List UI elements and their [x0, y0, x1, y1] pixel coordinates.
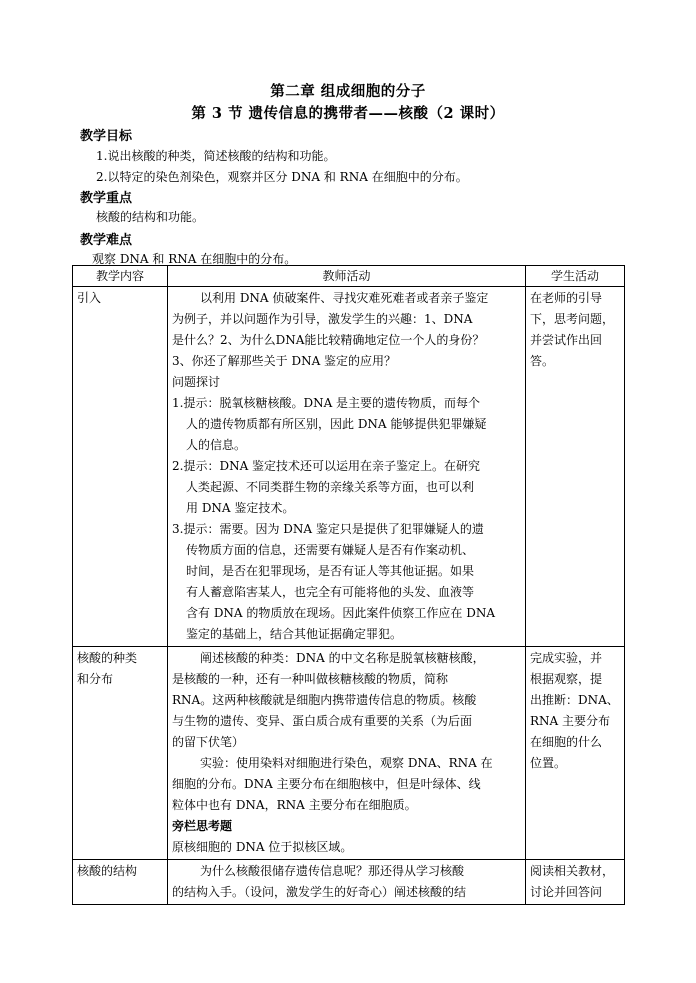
teacher-line: 2.提示：DNA 鉴定技术还可以运用在亲子鉴定上。在研究 [172, 459, 481, 473]
table-header-row [73, 266, 625, 287]
chapter-title: 第二章 组成细胞的分子 [270, 83, 426, 100]
teacher-line: 问题探讨 [172, 375, 221, 389]
objective-item-2: 2.以特定的染色剂染色，观察并区分 DNA 和 RNA 在细胞中的分布。 [96, 170, 468, 184]
student-line: 在老师的引导 [530, 291, 603, 305]
content-label: 核酸的结构 [77, 864, 138, 878]
difficulties-text: 观察 DNA 和 RNA 在细胞中的分布。 [92, 252, 297, 266]
content-label: 和分布 [77, 672, 114, 686]
teacher-line: 人类起源、不同类群生物的亲缘关系等方面，也可以利 [186, 480, 475, 494]
row-content [73, 647, 168, 860]
difficulties-heading: 教学难点 [80, 233, 133, 248]
row-teacher [168, 860, 526, 905]
teacher-line: 的留下伏笔） [172, 735, 245, 749]
teacher-line: 含有 DNA 的物质放在现场。因此案件侦察工作应在 DNA [186, 606, 496, 620]
student-line: 在细胞的什么 [530, 735, 603, 749]
student-line: RNA 主要分布 [530, 714, 611, 728]
teacher-line: 人的信息。 [186, 438, 247, 452]
teacher-line: 细胞的分布。DNA 主要分布在细胞核中，但是叶绿体、线 [172, 777, 481, 791]
teacher-line: 为什么核酸很储存遗传信息呢？那还得从学习核酸 [200, 864, 465, 878]
row-student [526, 860, 625, 905]
teacher-line: 3.提示：需要。因为 DNA 鉴定只是提供了犯罪嫌疑人的遗 [172, 522, 484, 536]
table-row [73, 860, 625, 905]
student-line: 阅读相关教材， [530, 864, 615, 878]
teacher-line: 鉴定的基础上，结合其他证据确定罪犯。 [186, 627, 403, 641]
content-label: 引入 [77, 291, 102, 305]
teacher-line: 的结构入手。（设问，激发学生的好奇心）阐述核酸的结 [172, 885, 467, 899]
teacher-line: 有人蓄意陷害某人，也完全有可能将他的头发、血液等 [186, 585, 475, 599]
row-student [526, 647, 625, 860]
teacher-line: 3、你还了解那些关于 DNA 鉴定的应用？ [172, 354, 397, 368]
student-line: 答。 [530, 354, 555, 368]
row-student [526, 287, 625, 647]
teacher-line: 是核酸的一种，还有一种叫做核糖核酸的物质，简称 [172, 672, 449, 686]
teacher-line: 原核细胞的 DNA 位于拟核区域。 [172, 840, 353, 854]
section-title: 第 3 节 遗传信息的携带者——核酸（2 课时） [191, 105, 505, 122]
header-content: 教学内容 [73, 266, 168, 287]
teacher-line: 用 DNA 鉴定技术。 [186, 501, 295, 515]
student-line: 根据观察，提 [530, 672, 603, 686]
teacher-line: 人的遗传物质都有所区别，因此 DNA 能够提供犯罪嫌疑 [186, 417, 487, 431]
teacher-line: 以利用 DNA 侦破案件、寻找灾难死难者或者亲子鉴定 [200, 291, 489, 305]
teacher-line: 传物质方面的信息，还需要有嫌疑人是否有作案动机、 [186, 543, 475, 557]
teacher-line: 为例子，并以问题作为引导，激发学生的兴趣：1、DNA [172, 312, 473, 326]
student-line: 下，思考问题， [530, 312, 615, 326]
student-line: 并尝试作出回 [530, 333, 603, 347]
objective-item-1: 1.说出核酸的种类，简述核酸的结构和功能。 [96, 149, 336, 163]
teacher-line: 是什么？2、为什么DNA能比较精确地定位一个人的身份？ [172, 333, 485, 347]
student-line: 完成实验，并 [530, 651, 603, 665]
teacher-line: 阐述核酸的种类：DNA 的中文名称是脱氧核糖核酸， [200, 651, 485, 665]
sidebar-question-heading: 旁栏思考题 [172, 819, 233, 833]
lesson-table [72, 265, 625, 905]
teacher-line: 粒体中也有 DNA，RNA 主要分布在细胞质。 [172, 798, 417, 812]
header-teacher: 教师活动 [168, 266, 526, 287]
row-content [73, 860, 168, 905]
objectives-heading: 教学目标 [80, 129, 133, 144]
student-line: 位置。 [530, 756, 567, 770]
teacher-line: 与生物的遗传、变异、蛋白质合成有重要的关系（为后面 [172, 714, 473, 728]
row-teacher [168, 647, 526, 860]
teacher-line: RNA。这两种核酸就是细胞内携带遗传信息的物质。核酸 [172, 693, 477, 707]
student-line: 讨论并回答问 [530, 885, 603, 899]
content-label: 核酸的种类 [77, 651, 138, 665]
teacher-line: 实验：使用染料对细胞进行染色，观察 DNA、RNA 在 [200, 756, 493, 770]
row-teacher [168, 287, 526, 647]
table-row [73, 287, 625, 647]
key-points-text: 核酸的结构和功能。 [96, 210, 205, 224]
row-content [73, 287, 168, 647]
teacher-line: 1.提示：脱氧核糖核酸。DNA 是主要的遗传物质，而每个 [172, 396, 481, 410]
table-row [73, 647, 625, 860]
key-points-heading: 教学重点 [80, 191, 133, 206]
teacher-line: 时间，是否在犯罪现场，是否有证人等其他证据。如果 [186, 564, 475, 578]
student-line: 出推断：DNA、 [530, 693, 619, 707]
header-student: 学生活动 [526, 266, 625, 287]
